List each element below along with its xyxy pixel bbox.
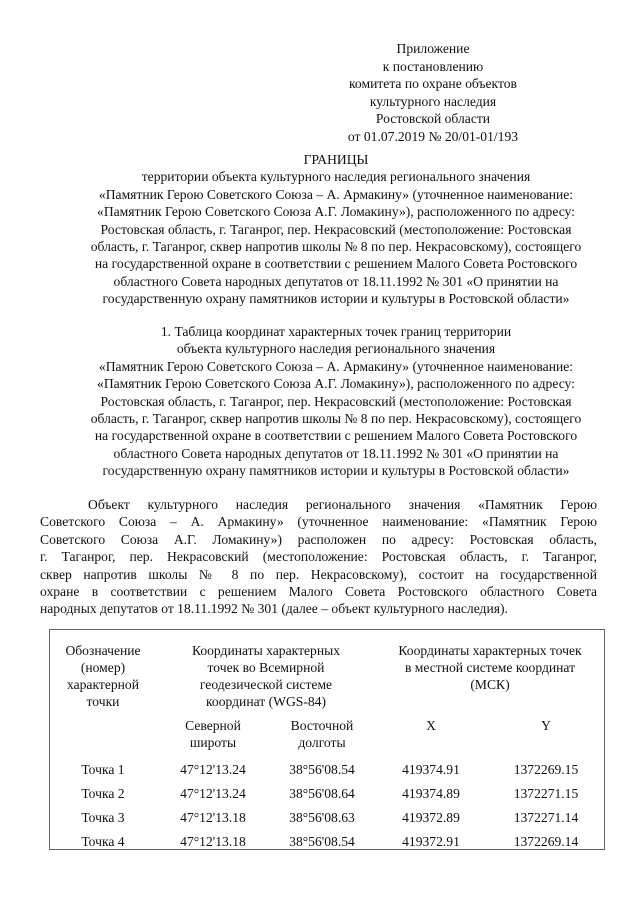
cell-point: Точка 1: [81, 762, 125, 777]
paragraph-line: Объект культурного наследия регионального значения «Памятник Герою: [88, 497, 597, 512]
table-row: [49, 809, 605, 833]
cell-y: 1372271.15: [513, 786, 579, 801]
cell-longitude: 38°56'08.54: [289, 834, 355, 849]
cell-point: Точка 3: [81, 810, 125, 825]
subheader-latitude: Северной широты: [185, 718, 241, 750]
cell-longitude: 38°56'08.54: [289, 762, 355, 777]
paragraph-line: охране в соответствии с решением Малого Совета Ростовского областного Совета: [40, 584, 597, 600]
caption-line: 1. Таблица координат характерных точек границ территории: [160, 324, 512, 339]
title-line: государственную охрану памятников истории и культуры в Ростовской области»: [102, 291, 570, 307]
caption-line: Ростовская область, г. Таганрог, пер. Некрасовский (местоположение: Ростовская: [100, 393, 572, 409]
cell-x: 419374.91: [402, 762, 460, 777]
table-row: [49, 833, 605, 857]
subheader-y: Y: [541, 718, 551, 733]
title-line: «Памятник Герою Советского Союза А.Г. Ломакину»), расположенного по адресу:: [97, 204, 575, 220]
paragraph-line: сквер напротив школы № 8 по пер. Некрасовскому), состоит на государственной: [40, 566, 597, 582]
cell-point: Точка 2: [81, 786, 125, 801]
paragraph-line: народных депутатов от 18.11.1992 № 301 (далее – объект культурного наследия).: [40, 601, 508, 617]
table-row: [49, 785, 605, 809]
title-line: на государственной охране в соответствии с решением Малого Совета Ростовского: [94, 256, 578, 272]
caption-line: областного Совета народных депутатов от 18.11.1992 № 301 «О принятии на: [113, 445, 559, 461]
document-title: [40, 151, 632, 308]
approval-line: к постановлению: [382, 58, 484, 74]
cell-latitude: 47°12'13.18: [180, 810, 246, 825]
table-header-row: [49, 629, 605, 710]
cell-longitude: 38°56'08.64: [289, 786, 355, 801]
table-caption: [40, 323, 632, 480]
caption-line: «Памятник Герою Советского Союза – А. Армакину» (уточненное наименование:: [98, 358, 574, 374]
approval-block: [323, 40, 543, 146]
approval-line: Ростовской области: [375, 111, 491, 127]
title-line: область, г. Таганрог, сквер напротив школы № 8 по пер. Некрасовскому), состоящего: [90, 239, 582, 255]
caption-line: «Памятник Герою Советского Союза А.Г. Ломакину»), расположенного по адресу:: [97, 376, 575, 392]
paragraph-line: Советского Союза А.Г. Ломакину») расположен по адресу: Ростовская область,: [40, 531, 597, 547]
title-heading: ГРАНИЦЫ: [303, 152, 369, 167]
title-line: Ростовская область, г. Таганрог, пер. Некрасовский (местоположение: Ростовская: [100, 221, 572, 237]
caption-line: область, г. Таганрог, сквер напротив школы № 8 по пер. Некрасовскому), состоящего: [90, 411, 582, 427]
cell-latitude: 47°12'13.24: [180, 762, 246, 777]
coordinates-table: [49, 629, 605, 857]
approval-line: культурного наследия: [369, 93, 497, 109]
paragraph-line: г. Таганрог, пер. Некрасовский (местоположение: Ростовская область, г. Таганрог,: [40, 549, 597, 565]
header-msk: Координаты характерных точек в местной системе координат (МСК): [398, 643, 582, 692]
description-paragraph: [40, 496, 597, 618]
approval-line: комитета по охране объектов: [349, 76, 517, 92]
cell-point: Точка 4: [81, 834, 125, 849]
subheader-x: X: [426, 718, 436, 733]
title-line: областного Совета народных депутатов от 18.11.1992 № 301 «О принятии на: [113, 273, 559, 289]
cell-x: 419372.89: [402, 810, 460, 825]
caption-line: на государственной охране в соответствии с решением Малого Совета Ростовского: [94, 428, 578, 444]
cell-x: 419374.89: [402, 786, 460, 801]
title-line: «Памятник Герою Советского Союза – А. Армакину» (уточненное наименование:: [98, 186, 574, 202]
approval-line: от 01.07.2019 № 20/01-01/193: [347, 128, 519, 144]
cell-y: 1372269.14: [513, 834, 579, 849]
cell-latitude: 47°12'13.24: [180, 786, 246, 801]
caption-line: государственную охрану памятников истории и культуры в Ростовской области»: [102, 463, 570, 479]
subheader-longitude: Восточной долготы: [290, 718, 354, 750]
cell-longitude: 38°56'08.63: [289, 810, 355, 825]
header-wgs84: Координаты характерных точек во Всемирной геодезической системе координат (WGS-84): [191, 643, 341, 709]
title-line: территории объекта культурного наследия регионального значения: [141, 169, 531, 185]
caption-line: объекта культурного наследия регионального значения: [176, 341, 496, 357]
table-row: [49, 761, 605, 785]
cell-y: 1372271.14: [513, 810, 579, 825]
header-point-designation: Обозначение (номер) характерной точки: [65, 643, 141, 709]
cell-latitude: 47°12'13.18: [180, 834, 246, 849]
paragraph-line: Советского Союза – А. Армакину» (уточненное наименование: «Памятник Герою: [40, 514, 597, 530]
cell-y: 1372269.15: [513, 762, 579, 777]
cell-x: 419372.91: [402, 834, 460, 849]
approval-line: Приложение: [396, 41, 470, 56]
